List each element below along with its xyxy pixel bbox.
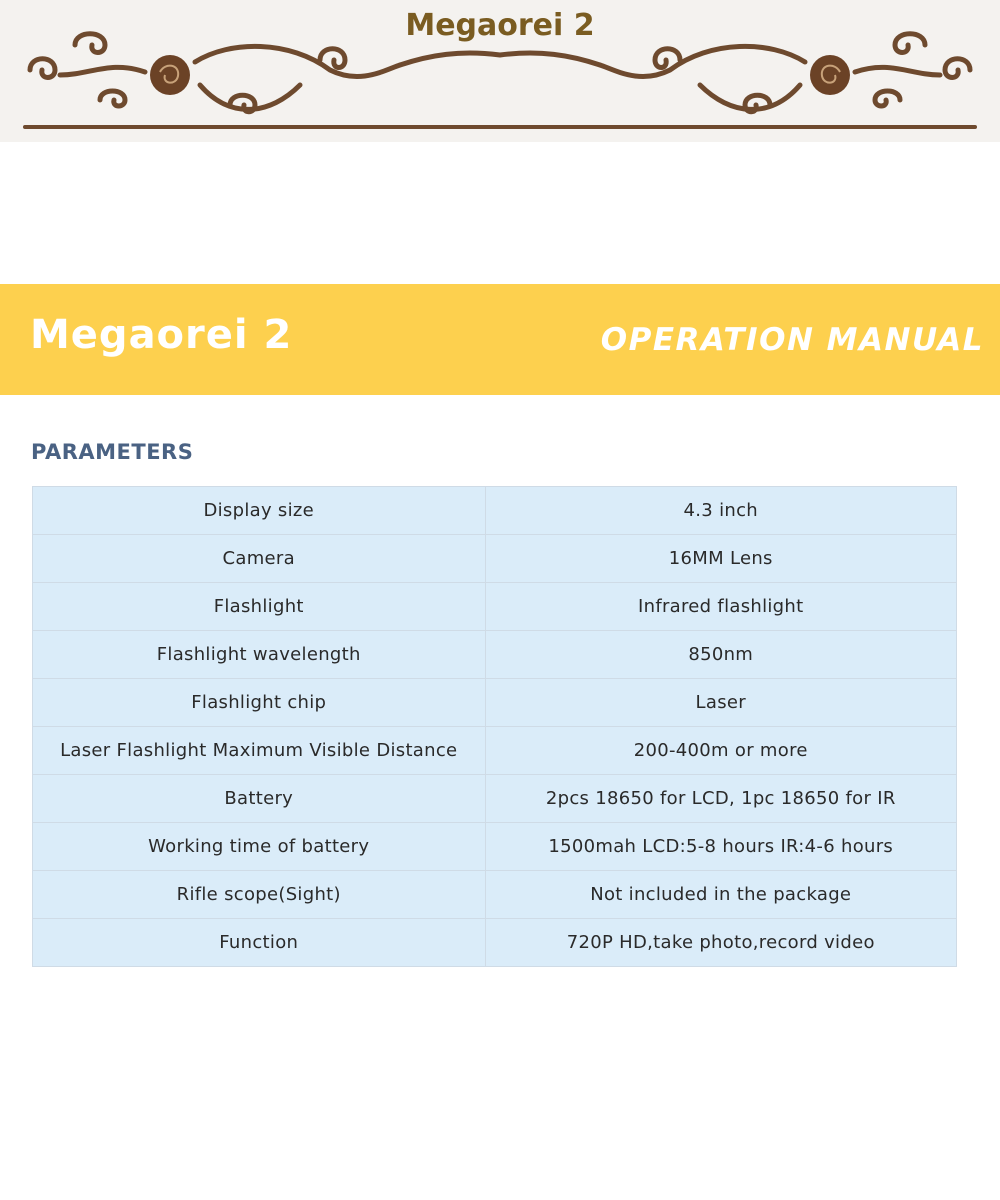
manual-title: OPERATION MANUAL <box>600 322 984 358</box>
table-row <box>33 871 957 919</box>
table-row <box>33 919 957 967</box>
product-title: Megaorei 2 <box>30 312 293 358</box>
parameter-value: 200-400m or more <box>485 727 957 775</box>
title-band <box>0 284 1000 395</box>
top-banner <box>0 0 1000 142</box>
table-row <box>33 535 957 583</box>
parameter-label: Flashlight <box>33 583 486 631</box>
parameter-label: Function <box>33 919 486 967</box>
parameter-value: 850nm <box>485 631 957 679</box>
parameter-value: 1500mah LCD:5-8 hours IR:4-6 hours <box>485 823 957 871</box>
parameter-label: Camera <box>33 535 486 583</box>
parameter-label: Working time of battery <box>33 823 486 871</box>
parameter-value: 720P HD,take photo,record video <box>485 919 957 967</box>
parameters-table <box>32 486 957 967</box>
parameters-heading: PARAMETERS <box>31 440 194 464</box>
parameter-label: Rifle scope(Sight) <box>33 871 486 919</box>
table-row <box>33 631 957 679</box>
table-row <box>33 727 957 775</box>
parameter-value: Laser <box>485 679 957 727</box>
parameter-label: Display size <box>33 487 486 535</box>
table-row <box>33 679 957 727</box>
parameter-label: Laser Flashlight Maximum Visible Distance <box>33 727 486 775</box>
parameter-value: 2pcs 18650 for LCD, 1pc 18650 for IR <box>485 775 957 823</box>
table-row <box>33 823 957 871</box>
banner-title: Megaorei 2 <box>405 8 595 43</box>
parameter-value: Not included in the package <box>485 871 957 919</box>
table-row <box>33 775 957 823</box>
table-row <box>33 583 957 631</box>
parameter-label: Flashlight wavelength <box>33 631 486 679</box>
parameter-value: 4.3 inch <box>485 487 957 535</box>
parameter-value: 16MM Lens <box>485 535 957 583</box>
table-row <box>33 487 957 535</box>
parameter-value: Infrared flashlight <box>485 583 957 631</box>
parameter-label: Flashlight chip <box>33 679 486 727</box>
parameter-label: Battery <box>33 775 486 823</box>
